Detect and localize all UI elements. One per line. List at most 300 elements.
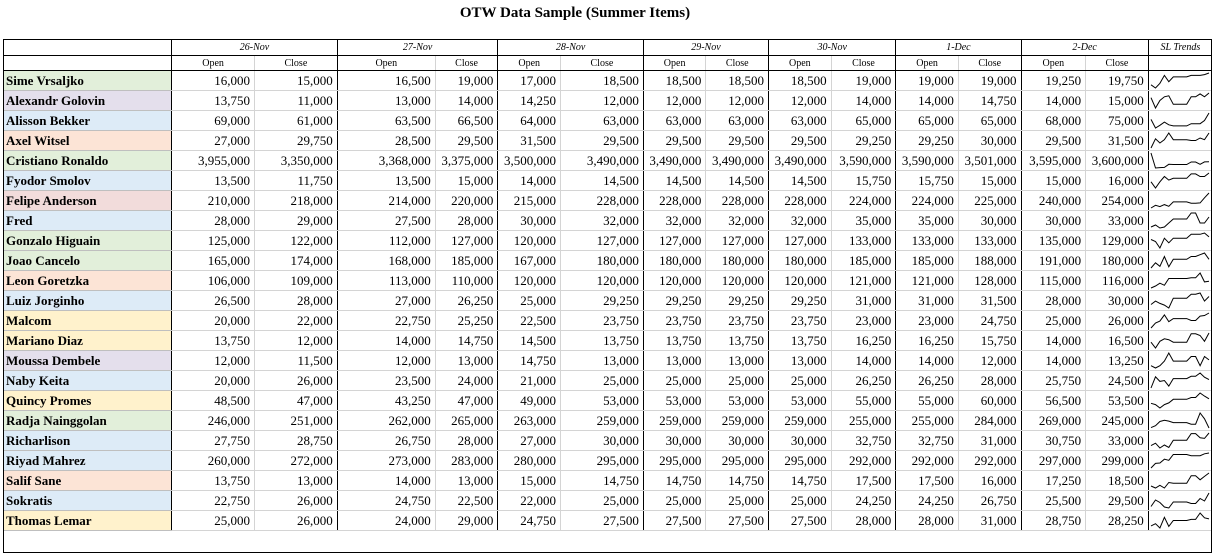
close-value: 16,500 [1086,331,1149,351]
close-header: Close [831,56,896,71]
player-name: Gonzalo Higuain [3,231,172,251]
close-value: 61,000 [254,111,337,131]
close-value: 13,750 [560,331,643,351]
close-value: 17,500 [831,471,896,491]
open-value: 215,000 [498,191,561,211]
open-value: 120,000 [769,271,832,291]
corner-cell [3,39,172,56]
close-value: 30,000 [706,431,769,451]
close-value: 14,750 [958,91,1021,111]
table-row [3,91,1212,111]
close-value: 13,000 [706,351,769,371]
close-value: 16,000 [958,471,1021,491]
open-value: 185,000 [896,251,959,271]
sparkline-cell [1148,351,1212,371]
open-value: 165,000 [172,251,255,271]
sparkline-cell [1148,151,1212,171]
open-value: 210,000 [172,191,255,211]
open-value: 14,500 [769,171,832,191]
player-name: Moussa Dembele [3,351,172,371]
close-value: 29,500 [1086,491,1149,511]
table-row [3,391,1212,411]
open-header: Open [172,56,255,71]
close-value: 26,250 [435,291,498,311]
close-value: 35,000 [831,211,896,231]
sparkline [1149,251,1211,270]
sparkline [1149,211,1211,230]
close-value: 24,500 [1086,371,1149,391]
close-value: 26,750 [958,491,1021,511]
close-value: 127,000 [706,231,769,251]
close-value: 28,750 [254,431,337,451]
close-value: 13,000 [560,351,643,371]
sparkline-line [1151,453,1209,468]
sparkline [1149,231,1211,250]
open-value: 23,000 [896,311,959,331]
sparkline-line [1151,293,1209,308]
close-value: 30,000 [958,131,1021,151]
close-value: 12,000 [254,331,337,351]
sparkline-cell [1148,111,1212,131]
open-value: 63,500 [337,111,435,131]
close-value: 188,000 [958,251,1021,271]
close-value: 255,000 [831,411,896,431]
close-header: Close [706,56,769,71]
open-value: 121,000 [896,271,959,291]
open-header: Open [337,56,435,71]
sparkline-line [1151,353,1209,368]
open-value: 15,750 [896,171,959,191]
sparkline-line [1151,333,1209,348]
table-row [3,291,1212,311]
player-name: Salif Sane [3,471,172,491]
sparkline-cell [1148,131,1212,151]
close-value: 11,500 [254,351,337,371]
open-value: 259,000 [769,411,832,431]
player-name: Radja Nainggolan [3,411,172,431]
open-value: 262,000 [337,411,435,431]
close-value: 121,000 [831,271,896,291]
sparkline-line [1151,153,1209,168]
close-value: 3,590,000 [831,151,896,171]
close-value: 66,500 [435,111,498,131]
open-value: 56,500 [1021,391,1086,411]
close-value: 13,750 [706,331,769,351]
close-value: 63,000 [560,111,643,131]
sparkline-cell [1148,471,1212,491]
table-row [3,351,1212,371]
open-value: 23,500 [337,371,435,391]
open-value: 25,000 [1021,311,1086,331]
close-value: 26,250 [831,371,896,391]
open-value: 28,500 [337,131,435,151]
close-value: 30,000 [1086,291,1149,311]
close-value: 31,000 [958,431,1021,451]
close-value: 47,000 [435,391,498,411]
close-value: 28,000 [831,511,896,531]
open-value: 14,500 [498,331,561,351]
open-value: 17,250 [1021,471,1086,491]
open-value: 31,000 [896,291,959,311]
sparkline-cell [1148,511,1212,531]
close-value: 185,000 [831,251,896,271]
table-row [3,491,1212,511]
close-value: 29,250 [706,291,769,311]
sparkline-cell [1148,91,1212,111]
open-value: 14,000 [337,331,435,351]
date-header: 1-Dec [896,39,1021,56]
sparkline-line [1151,253,1209,268]
close-value: 122,000 [254,231,337,251]
close-value: 3,350,000 [254,151,337,171]
close-value: 29,500 [560,131,643,151]
close-value: 19,750 [1086,71,1149,91]
close-value: 272,000 [254,451,337,471]
player-name: Richarlison [3,431,172,451]
open-value: 14,000 [498,171,561,191]
close-value: 23,000 [831,311,896,331]
open-value: 13,750 [172,331,255,351]
open-value: 25,000 [498,291,561,311]
close-value: 29,000 [254,211,337,231]
close-value: 12,000 [958,351,1021,371]
close-value: 120,000 [560,271,643,291]
open-value: 13,500 [172,171,255,191]
close-value: 16,250 [831,331,896,351]
open-value: 25,000 [172,511,255,531]
open-value: 12,000 [337,351,435,371]
sparkline [1149,311,1211,330]
open-value: 21,000 [498,371,561,391]
open-value: 224,000 [896,191,959,211]
open-value: 63,000 [643,111,706,131]
close-value: 225,000 [958,191,1021,211]
close-value: 53,500 [1086,391,1149,411]
open-value: 24,250 [896,491,959,511]
sparkline [1149,431,1211,450]
close-header: Close [435,56,498,71]
sparkline [1149,191,1211,210]
close-value: 14,750 [560,471,643,491]
close-value: 120,000 [706,271,769,291]
open-value: 228,000 [643,191,706,211]
sparkline-line [1151,213,1209,228]
open-value: 297,000 [1021,451,1086,471]
close-value: 26,000 [254,371,337,391]
date-header-row [3,39,1212,56]
close-value: 14,750 [706,471,769,491]
close-value: 26,000 [1086,311,1149,331]
close-value: 14,750 [435,331,498,351]
close-value: 29,500 [435,131,498,151]
open-value: 32,750 [896,431,959,451]
open-value: 269,000 [1021,411,1086,431]
sparkline-line [1151,233,1209,248]
close-value: 13,000 [254,471,337,491]
table-row [3,111,1212,131]
close-value: 292,000 [831,451,896,471]
open-value: 260,000 [172,451,255,471]
sheet-title: OTW Data Sample (Summer Items) [459,5,691,21]
close-value: 18,500 [706,71,769,91]
open-value: 125,000 [172,231,255,251]
open-value: 25,750 [1021,371,1086,391]
close-header: Close [958,56,1021,71]
close-value: 14,000 [831,351,896,371]
open-value: 26,500 [172,291,255,311]
close-value: 299,000 [1086,451,1149,471]
open-value: 3,490,000 [769,151,832,171]
close-value: 31,500 [958,291,1021,311]
close-value: 3,600,000 [1086,151,1149,171]
sparkline-cell [1148,431,1212,451]
close-value: 53,000 [706,391,769,411]
open-value: 53,000 [643,391,706,411]
corner-cell [3,56,172,71]
sparkline-cell [1148,311,1212,331]
close-value: 27,500 [560,511,643,531]
sparkline-cell [1148,271,1212,291]
open-value: 180,000 [643,251,706,271]
close-value: 22,000 [254,311,337,331]
close-value: 254,000 [1086,191,1149,211]
table-row [3,451,1212,471]
close-value: 23,750 [560,311,643,331]
open-value: 29,500 [1021,131,1086,151]
close-value: 15,000 [958,171,1021,191]
open-header: Open [896,56,959,71]
sparkline [1149,351,1211,370]
close-value: 19,000 [831,71,896,91]
close-value: 32,000 [560,211,643,231]
close-value: 180,000 [560,251,643,271]
open-value: 22,000 [498,491,561,511]
close-value: 129,000 [1086,231,1149,251]
sparkline-line [1151,493,1209,508]
table-row [3,311,1212,331]
open-value: 3,500,000 [498,151,561,171]
open-value: 25,000 [769,371,832,391]
open-value: 24,750 [498,511,561,531]
close-value: 228,000 [560,191,643,211]
open-value: 3,595,000 [1021,151,1086,171]
open-value: 27,000 [337,291,435,311]
open-value: 180,000 [769,251,832,271]
open-value: 29,250 [896,131,959,151]
close-value: 33,000 [1086,211,1149,231]
open-value: 32,000 [643,211,706,231]
open-value: 17,500 [896,471,959,491]
close-value: 30,000 [560,431,643,451]
close-value: 14,500 [706,171,769,191]
open-value: 15,000 [498,471,561,491]
open-value: 14,000 [1021,351,1086,371]
table-row [3,511,1212,531]
sparkline [1149,371,1211,390]
player-name: Alexandr Golovin [3,91,172,111]
player-name: Thomas Lemar [3,511,172,531]
open-value: 16,000 [172,71,255,91]
sparkline-header: SL Trends [1148,39,1212,56]
open-value: 25,500 [1021,491,1086,511]
open-value: 18,500 [769,71,832,91]
open-value: 12,000 [172,351,255,371]
close-value: 180,000 [1086,251,1149,271]
close-value: 29,500 [706,131,769,151]
close-value: 28,250 [1086,511,1149,531]
close-value: 12,000 [706,91,769,111]
close-value: 15,750 [958,331,1021,351]
date-header: 27-Nov [337,39,498,56]
close-value: 116,000 [1086,271,1149,291]
close-value: 18,500 [560,71,643,91]
close-value: 25,000 [706,491,769,511]
open-value: 14,000 [1021,331,1086,351]
open-value: 49,000 [498,391,561,411]
close-value: 185,000 [435,251,498,271]
close-value: 24,250 [831,491,896,511]
open-value: 133,000 [896,231,959,251]
close-value: 14,500 [560,171,643,191]
open-value: 25,000 [643,491,706,511]
player-name: Naby Keita [3,371,172,391]
open-value: 112,000 [337,231,435,251]
close-value: 55,000 [831,391,896,411]
open-value: 135,000 [1021,231,1086,251]
close-value: 28,000 [435,431,498,451]
open-value: 22,750 [172,491,255,511]
close-value: 47,000 [254,391,337,411]
close-value: 18,500 [1086,471,1149,491]
open-value: 25,000 [643,371,706,391]
close-value: 26,000 [254,491,337,511]
open-value: 14,500 [643,171,706,191]
close-value: 3,501,000 [958,151,1021,171]
open-value: 48,500 [172,391,255,411]
sparkline-line [1151,473,1209,488]
close-value: 251,000 [254,411,337,431]
open-value: 273,000 [337,451,435,471]
open-value: 13,750 [643,331,706,351]
open-value: 30,000 [769,431,832,451]
open-value: 19,250 [1021,71,1086,91]
close-value: 12,000 [560,91,643,111]
open-value: 29,500 [643,131,706,151]
data-table [3,39,1212,531]
close-value: 13,000 [435,351,498,371]
close-value: 127,000 [435,231,498,251]
close-value: 31,000 [958,511,1021,531]
open-value: 167,000 [498,251,561,271]
open-value: 31,500 [498,131,561,151]
player-name: Alisson Bekker [3,111,172,131]
close-value: 228,000 [706,191,769,211]
close-value: 13,000 [435,471,498,491]
close-value: 295,000 [706,451,769,471]
sparkline-line [1151,73,1209,88]
close-value: 25,250 [435,311,498,331]
open-value: 28,000 [172,211,255,231]
player-name: Mariano Diaz [3,331,172,351]
open-value: 263,000 [498,411,561,431]
open-value: 255,000 [896,411,959,431]
open-value: 168,000 [337,251,435,271]
sparkline-cell [1148,191,1212,211]
player-name: Leon Goretzka [3,271,172,291]
open-value: 27,500 [643,511,706,531]
close-value: 65,000 [831,111,896,131]
close-value: 29,250 [831,131,896,151]
open-value: 26,250 [896,371,959,391]
close-value: 283,000 [435,451,498,471]
sparkline-cell [1148,71,1212,91]
sparkline-line [1151,413,1209,428]
player-name: Malcom [3,311,172,331]
open-value: 24,000 [337,511,435,531]
table-row [3,231,1212,251]
close-value: 31,500 [1086,131,1149,151]
sparkline [1149,471,1211,490]
close-value: 14,000 [435,91,498,111]
open-value: 69,000 [172,111,255,131]
sparkline-line [1151,393,1209,408]
close-value: 180,000 [706,251,769,271]
open-value: 27,000 [498,431,561,451]
open-value: 280,000 [498,451,561,471]
close-value: 75,000 [1086,111,1149,131]
open-value: 240,000 [1021,191,1086,211]
open-value: 53,000 [769,391,832,411]
open-value: 3,955,000 [172,151,255,171]
date-header: 26-Nov [172,39,338,56]
open-header: Open [1021,56,1086,71]
close-value: 65,000 [958,111,1021,131]
open-value: 23,750 [769,311,832,331]
sparkline-cell [1148,371,1212,391]
close-value: 24,750 [958,311,1021,331]
open-value: 16,250 [896,331,959,351]
open-value: 13,750 [172,91,255,111]
table-row [3,211,1212,231]
table-row [3,191,1212,211]
close-value: 28,000 [435,211,498,231]
date-header: 29-Nov [643,39,768,56]
close-value: 29,250 [560,291,643,311]
open-value: 295,000 [769,451,832,471]
player-name: Fyodor Smolov [3,171,172,191]
close-value: 60,000 [958,391,1021,411]
close-value: 292,000 [958,451,1021,471]
open-value: 22,500 [498,311,561,331]
close-value: 295,000 [560,451,643,471]
open-value: 63,000 [769,111,832,131]
open-value: 15,000 [1021,171,1086,191]
close-value: 30,000 [958,211,1021,231]
close-header: Close [560,56,643,71]
sparkline [1149,331,1211,350]
close-value: 259,000 [706,411,769,431]
close-value: 25,000 [706,371,769,391]
close-value: 133,000 [958,231,1021,251]
open-value: 26,750 [337,431,435,451]
open-value: 27,500 [337,211,435,231]
close-value: 27,500 [706,511,769,531]
open-value: 120,000 [643,271,706,291]
close-value: 22,500 [435,491,498,511]
open-value: 292,000 [896,451,959,471]
sparkline-line [1151,373,1209,388]
open-value: 27,000 [172,131,255,151]
